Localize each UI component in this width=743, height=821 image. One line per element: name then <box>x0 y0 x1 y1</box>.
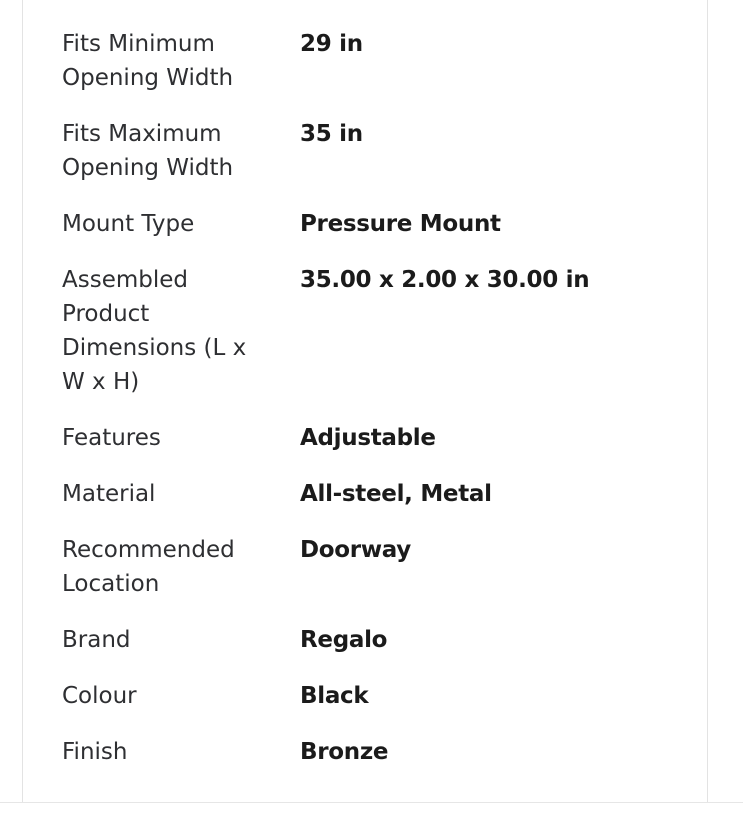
spec-label: Finish <box>62 739 128 765</box>
spec-label: Mount Type <box>62 211 195 237</box>
spec-value: Black <box>300 683 369 709</box>
spec-label: Brand <box>62 627 131 653</box>
spec-value: Doorway <box>300 537 411 563</box>
spec-label: Assembled Product Dimensions (L x W x H) <box>62 267 247 395</box>
spec-value: Regalo <box>300 627 388 653</box>
specifications-card <box>22 0 708 802</box>
divider <box>0 802 743 803</box>
spec-value: 29 in <box>300 31 363 57</box>
spec-label: Features <box>62 425 161 451</box>
spec-value: All-steel, Metal <box>300 481 492 507</box>
spec-value: Bronze <box>300 739 389 765</box>
spec-label: Fits Maximum Opening Width <box>62 121 234 181</box>
spec-label: Material <box>62 481 156 507</box>
spec-value: 35 in <box>300 121 363 147</box>
spec-value: 35.00 x 2.00 x 30.00 in <box>300 267 590 293</box>
spec-label: Fits Minimum Opening Width <box>62 31 234 91</box>
spec-value: Adjustable <box>300 425 436 451</box>
spec-label: Recommended Location <box>62 537 235 597</box>
spec-value: Pressure Mount <box>300 211 501 237</box>
spec-label: Colour <box>62 683 137 709</box>
